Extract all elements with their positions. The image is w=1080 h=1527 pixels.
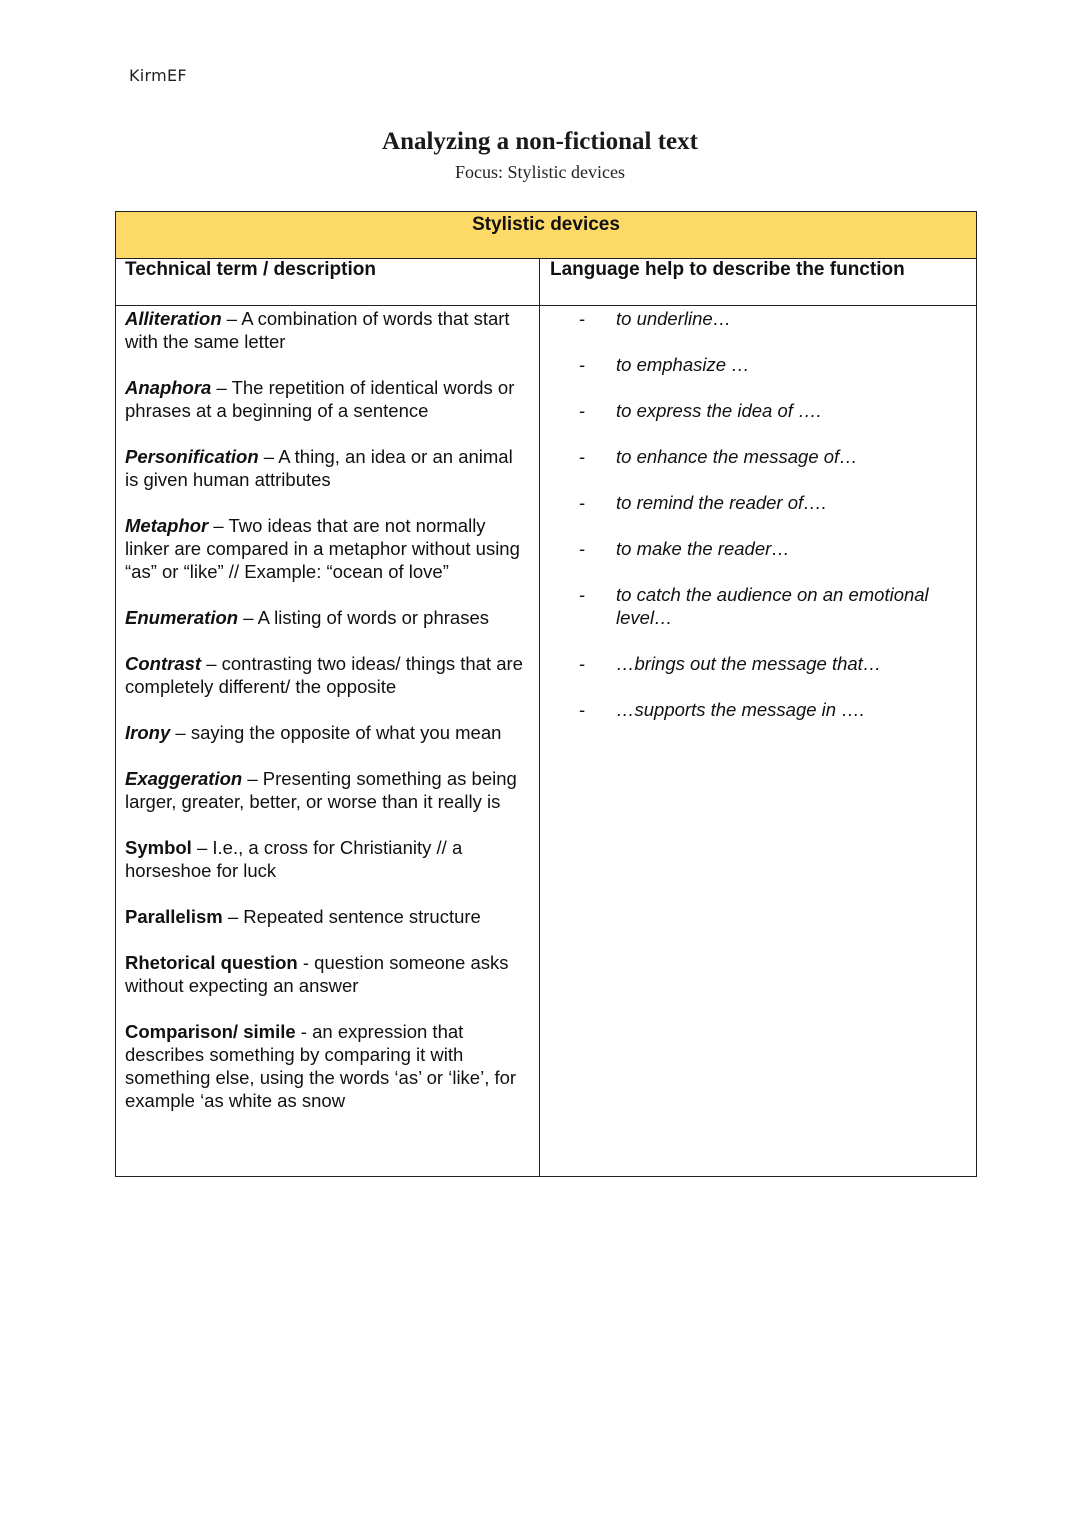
language-help-text: to catch the audience on an emotional level… [616,584,929,628]
term-entry [125,721,531,744]
term-name: Metaphor [125,515,209,536]
term-name: Rhetorical question [125,952,298,973]
term-name: Enumeration [125,607,239,628]
bullet-dash: - [579,584,586,605]
language-help-item [579,445,964,468]
language-help-text: to make the reader… [616,538,790,559]
term-name: Alliteration [125,308,222,329]
term-entry [125,951,531,997]
table-caption: Stylistic devices [472,214,620,235]
term-name: Irony [125,722,171,743]
term-entry [125,606,531,629]
term-separator: – [222,906,244,927]
language-help-text: to enhance the message of… [616,446,858,467]
language-help-item [579,583,964,629]
bullet-dash: - [579,653,586,674]
term-name: Symbol [125,837,192,858]
language-help-text: to underline… [616,308,732,329]
term-name: Personification [125,446,259,467]
term-separator: – [208,515,229,536]
bullet-dash: - [579,354,586,375]
bullet-dash: - [579,400,586,421]
term-description: Repeated sentence structure [243,906,481,927]
language-help-item [579,698,964,721]
term-entry [125,307,531,353]
language-help-text: …brings out the message that… [616,653,882,674]
language-help-item [579,307,964,330]
term-separator: – [170,722,191,743]
term-description: an expression that describes something by comparing it with something else, using the words ‘as’ or ‘like’, for example ‘as white as snow [125,1021,517,1111]
author-tag: KirmEF [129,66,187,85]
term-entry [125,905,531,928]
term-entry [125,376,531,422]
term-entry [125,1020,531,1112]
language-help-item [579,399,964,422]
term-description: saying the opposite of what you mean [190,722,502,743]
bullet-dash: - [579,492,586,513]
column-divider [539,258,540,1176]
table-caption-band [116,212,976,259]
term-description: Two ideas that are not normally linker are compared in a metaphor without using “as” or “like” // Example: “ocean of love” [125,515,520,582]
term-separator: – [238,607,258,628]
column-header-language-help: Language help to describe the function [550,259,905,280]
term-separator: – [191,837,213,858]
bullet-dash: - [579,699,586,720]
term-separator: – [221,308,242,329]
term-separator: – [258,446,279,467]
term-separator: - [297,952,315,973]
language-help-list [579,307,964,744]
term-separator: – [211,377,232,398]
header-rule [116,305,976,306]
language-help-item [579,537,964,560]
bullet-dash: - [579,308,586,329]
term-entry [125,445,531,491]
document-title: Analyzing a non-fictional text [382,128,698,155]
column-header-term: Technical term / description [125,259,376,280]
language-help-item [579,353,964,376]
term-separator: – [242,768,263,789]
term-entry [125,652,531,698]
term-description: The repetition of identical words or phrases at a beginning of a sentence [125,377,515,421]
term-list [125,307,531,1135]
document-subtitle: Focus: Stylistic devices [455,162,625,182]
term-name: Parallelism [125,906,223,927]
bullet-dash: - [579,446,586,467]
term-entry [125,767,531,813]
term-description: A thing, an idea or an animal is given human attributes [125,446,513,490]
term-name: Anaphora [125,377,212,398]
term-name: Comparison/ simile [125,1021,296,1042]
language-help-text: …supports the message in …. [616,699,865,720]
language-help-item [579,652,964,675]
term-name: Contrast [125,653,202,674]
term-description: contrasting two ideas/ things that are completely different/ the opposite [125,653,523,697]
stylistic-devices-table [115,211,977,1177]
term-separator: - [295,1021,313,1042]
language-help-text: to express the idea of …. [616,400,822,421]
term-description: I.e., a cross for Christianity // a horseshoe for luck [125,837,463,881]
term-name: Exaggeration [125,768,243,789]
language-help-text: to emphasize … [616,354,750,375]
language-help-text: to remind the reader of…. [616,492,827,513]
term-description: Presenting something as being larger, greater, better, or worse than it really is [125,768,517,812]
language-help-item [579,491,964,514]
bullet-dash: - [579,538,586,559]
term-entry [125,836,531,882]
term-separator: – [201,653,222,674]
term-description: A listing of words or phrases [257,607,489,628]
term-description: A combination of words that start with the same letter [125,308,510,352]
term-description: question someone asks without expecting an answer [125,952,509,996]
term-entry [125,514,531,583]
